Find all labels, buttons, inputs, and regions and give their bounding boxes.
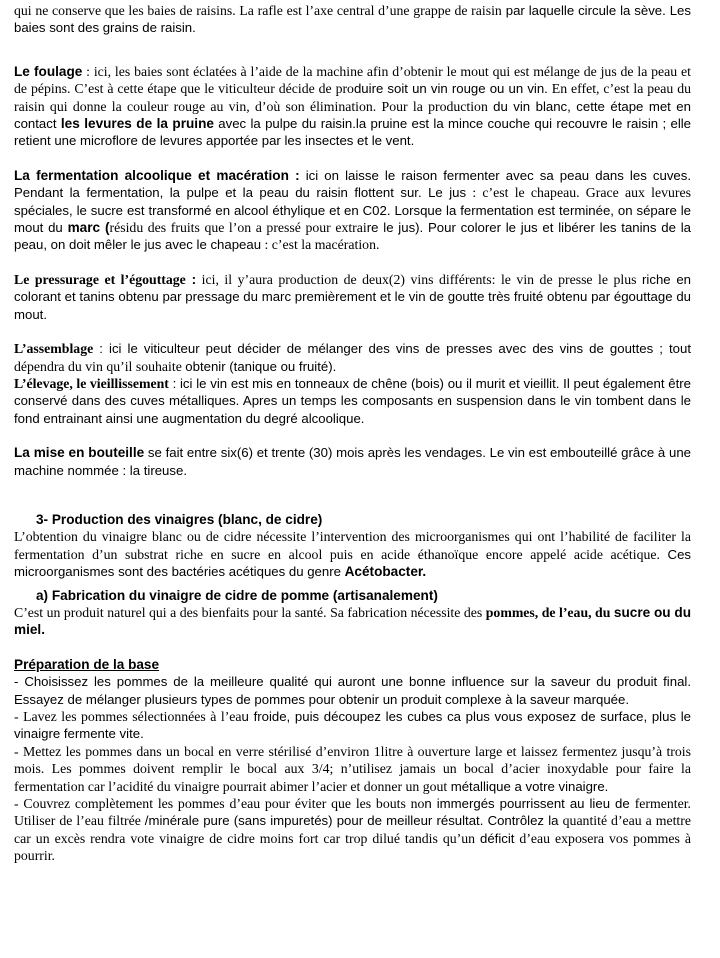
fermentation-term: La fermentation alcoolique et macération : <box>14 167 300 183</box>
fermentation-text-2: : c’est le chapeau. Grace aux levures <box>466 185 691 201</box>
mise-en-bouteille-paragraph <box>14 444 691 479</box>
elevage-term: L’élevage, le vieillissement <box>14 375 169 391</box>
preparation-item-2-sans: u froide, puis découpez les cubes ca plus vous exposez de surface, plus le vinaigre fermente vite. <box>14 709 691 742</box>
preparation-item-4-serif-4: d’eau exposera vos pommes à pourrir. <box>14 830 691 864</box>
fermentation-text-1: ici on laisse le raison fermenter avec sa peau dans les cuves. Pendant la fermentation, la pulpe et la peau du raisin flottent sur. Le jus <box>14 167 691 201</box>
preparation-item-1: - Choisissez les pommes de la meilleure qualité qui auront une bonne influence sur la saveur du produit final. Essayez de mélanger plusieurs types de pommes pour obtenir un produit complexe à la saveur marquée. <box>14 674 691 707</box>
preparation-item-4-serif-3: quantité d’eau a mettre car un excès rendra vote vinaigre de cidre moins fort car trop dilué tandis qu’un <box>14 813 691 846</box>
foulage-text-1: : ici, les baies sont éclatées à l’aide de la machine afin d’obtenir le mout qui est mélange de jus de la peau et de pépins. C’est à cette étape que le viticulteur décide de pro <box>14 63 691 97</box>
pressurage-paragraph <box>14 271 691 323</box>
assemblage-text-1: : ici le viticulteur peut décider de mélanger des vins de presses avec des vins de gouttes ; tout <box>93 341 691 357</box>
preparation-item-3 <box>14 743 691 795</box>
section-3-text-2: Ces microorganismes sont des bactéries acétiques du genre <box>14 546 691 580</box>
section-a-bold-serif: pommes, de l’eau, du <box>485 604 614 620</box>
foulage-text-2: duire soit un vin rouge ou un vin. <box>353 81 548 97</box>
assemblage-text-3: obtenir (tanique ou fruité). <box>185 358 337 374</box>
elevage-text: : ici le vin est mis en tonneaux de chêne (bois) ou il murit et vieillit. Il peut également être conservé dans des cuves métalliques. Apres un temps les composants en suspension dans le vin tombent dans le fond entrainant ainsi une augmentation du degré alcoolique. <box>14 375 691 426</box>
section-a-text-1: C’est un produit naturel qui a des bienfaits pour la santé. Sa fabrication nécessite des <box>14 604 486 620</box>
preparation-item-4-serif-1: - Couvrez complètement les pommes d’eau pour éviter que les bouts no <box>14 796 425 812</box>
fermentation-text-6: : c’est la macération. <box>261 237 380 253</box>
foulage-text-3: En effet, c’est la peau du raisin qui donne la couleur rouge au vin, d’où son élimination. Pour la production <box>14 81 691 114</box>
assemblage-paragraph <box>14 340 691 375</box>
pressurage-text-1: ici, il y’aura production de deux(2) vins différents: le vin de presse le plus <box>196 271 643 287</box>
intro-paragraph <box>14 2 691 37</box>
section-a-bold-sans: sucre ou du miel. <box>14 604 691 638</box>
preparation-item-3-serif: - Mettez les pommes dans un bocal en verre stérilisé d’environ 1litre à ouverture large et laissez fermentez jusqu’à trois mois. Les pommes doivent remplir le bocal aux 3/4; n’utilisez jamais un bocal d’acier inoxydable pour faire la fermentation car l’acidité du vinaigre pourrait abimer l’acier et donner un gout <box>14 743 691 794</box>
fermentation-text-3: spéciales, le sucre est transformé en alcool éthylique et en C02. Lorsque la fermentation est terminée, on sépare le mout du <box>14 202 691 236</box>
mise-en-bouteille-term: La mise en bouteille <box>14 445 145 461</box>
pressurage-text-2: riche en colorant et tanins obtenu par pressage du marc premièrement et le vin de goutte très fruité obtenu par égouttage du mout. <box>14 271 691 322</box>
preparation-item-4-serif-2: fermenter. Utiliser de l’eau filtrée <box>14 796 691 829</box>
foulage-bold-term: les levures de la pruine <box>60 116 214 132</box>
foulage-paragraph <box>14 63 691 150</box>
assemblage-term: L’assemblage <box>14 341 94 357</box>
section-3-text-1: L’obtention du vinaigre blanc ou de cidre nécessite l’intervention des microorganismes qui ont l’habilité de faciliter la fermentation d’un substrat riche en sucre en alcool puis en acide éthanoïque encore appelé acide acétique. <box>14 529 691 562</box>
pressurage-colon: : <box>185 271 197 287</box>
section-3-paragraph <box>14 528 691 580</box>
section-3-genus: Acétobacter. <box>344 564 427 580</box>
preparation-item-4-sans-1: n immergés pourrissent au lieu de <box>424 796 635 812</box>
preparation-item-2-serif: - Lavez les pommes sélectionnées à l’ea <box>14 709 242 724</box>
fermentation-paragraph <box>14 167 691 254</box>
assemblage-text-2: dépendra du vin qu’il souhaite <box>14 358 186 374</box>
intro-text-serif: qui ne conserve que les baies de raisins. La rafle est l’axe central d’une grappe de raisin <box>14 3 502 18</box>
section-a-heading: a) Fabrication du vinaigre de cidre de pomme (artisanalement) <box>36 587 438 603</box>
fermentation-text-5: re le jus). Pour colorer le jus et libérer les tanins de la peau, on doit mêler le jus avec le chapeau <box>14 220 691 253</box>
fermentation-text-4: résidu des fruits que l’on a pressé pour extrai <box>109 220 367 236</box>
section-3-heading: 3- Production des vinaigres (blanc, de cidre) <box>36 511 323 527</box>
preparation-item-2 <box>14 708 691 743</box>
fermentation-marc: marc ( <box>67 220 110 236</box>
mise-en-bouteille-text: se fait entre six(6) et trente (30) mois après les vendages. Le vin est embouteillé grâce à une machine nommée : la tireuse. <box>14 445 691 478</box>
section-a-paragraph <box>14 604 691 639</box>
preparation-item-3-sans: métallique a votre vinaigre. <box>450 778 609 794</box>
preparation-item-4 <box>14 795 691 865</box>
preparation-item-4-sans-3: déficit <box>480 830 515 846</box>
foulage-text-5: avec la pulpe du raisin.la pruine est la mince couche qui recouvre le raisin ; elle retient une microflore de levures apportée par les insectes et le vent. <box>14 116 692 149</box>
intro-text-sans: par laquelle circule la sève. Les baies sont des grains de raisin. <box>14 3 691 36</box>
foulage-term: Le foulage <box>14 63 83 79</box>
foulage-text-4: du vin blanc, cette étape met en contact <box>14 98 691 132</box>
preparation-item-4-sans-2: /minérale pure (sans impuretés) pour de meilleur résultat. Contrôlez la <box>144 813 563 829</box>
elevage-paragraph <box>14 375 691 427</box>
preparation-heading: Préparation de la base <box>14 656 160 672</box>
pressurage-term: Le pressurage et l’égouttage <box>14 271 186 287</box>
